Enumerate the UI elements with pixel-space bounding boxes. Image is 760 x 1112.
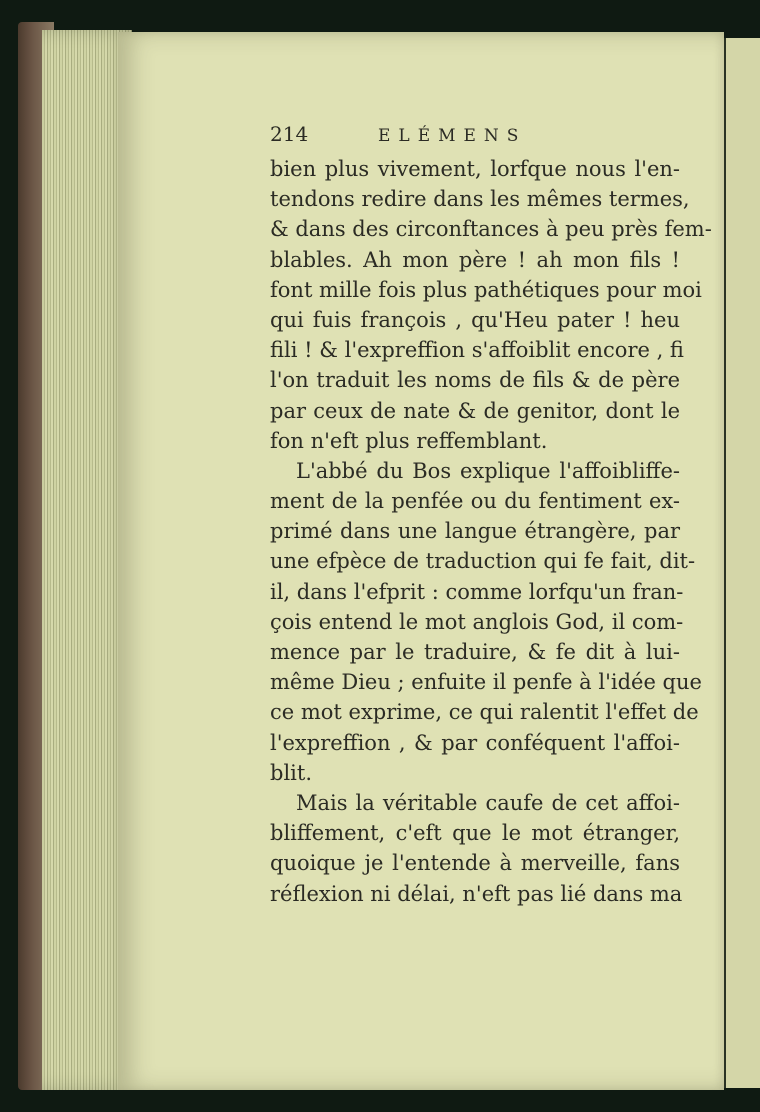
text-line: qui fuis françois , qu'Heu pater ! heu <box>270 307 680 332</box>
page-number: 214 <box>270 122 309 146</box>
text-line: l'expreffion , & par conféquent l'affoi- <box>270 730 680 755</box>
text-line: une efpèce de traduction qui fe fait, dit- <box>270 549 696 574</box>
text-line: fili ! & l'expreffion s'affoiblit encore , fi <box>270 338 684 363</box>
text-line: mence par le traduire, & fe dit à lui- <box>270 640 680 664</box>
text-line: bliffement, c'eft que le mot étranger, <box>270 821 680 846</box>
text-lines <box>270 154 712 909</box>
text-line: blit. <box>270 760 312 785</box>
text-line: réflexion ni délai, n'eft pas lié dans ma <box>270 881 683 906</box>
text-line: par ceux de nate & de genitor, dont le <box>270 398 680 423</box>
text-line: tendons redire dans les mêmes termes, <box>270 187 690 212</box>
text-line: bien plus vivement, lorfque nous l'en- <box>270 157 680 181</box>
text-line: quoique je l'entende à merveille, fans <box>270 851 680 876</box>
text-line: il, dans l'efprit : comme lorfqu'un fran- <box>270 579 684 604</box>
text-line: ment de la penfée ou du fentiment ex- <box>270 489 680 514</box>
text-line: Mais la véritable caufe de cet affoi- <box>296 790 680 815</box>
facing-page-edge <box>724 38 760 1088</box>
text-line: L'abbé du Bos explique l'affoibliffe- <box>296 458 680 483</box>
running-head <box>270 122 680 152</box>
text-line: çois entend le mot anglois God, il com- <box>270 609 684 634</box>
text-line: primé dans une langue étrangère, par <box>270 519 680 544</box>
text-line: blables. Ah mon père ! ah mon fils ! <box>270 247 680 272</box>
text-line: fon n'eft plus reffemblant. <box>270 428 548 453</box>
text-line: même Dieu ; enfuite il penfe à l'idée que <box>270 670 702 695</box>
page-text <box>270 122 712 909</box>
text-line: & dans des circonftances à peu près fem- <box>270 217 712 242</box>
text-line: font mille fois plus pathétiques pour moi <box>270 277 702 302</box>
running-title: ELÉMENS <box>378 126 527 146</box>
text-line: ce mot exprime, ce qui ralentit l'effet de <box>270 700 699 725</box>
text-line: l'on traduit les noms de fils & de père <box>270 368 680 393</box>
